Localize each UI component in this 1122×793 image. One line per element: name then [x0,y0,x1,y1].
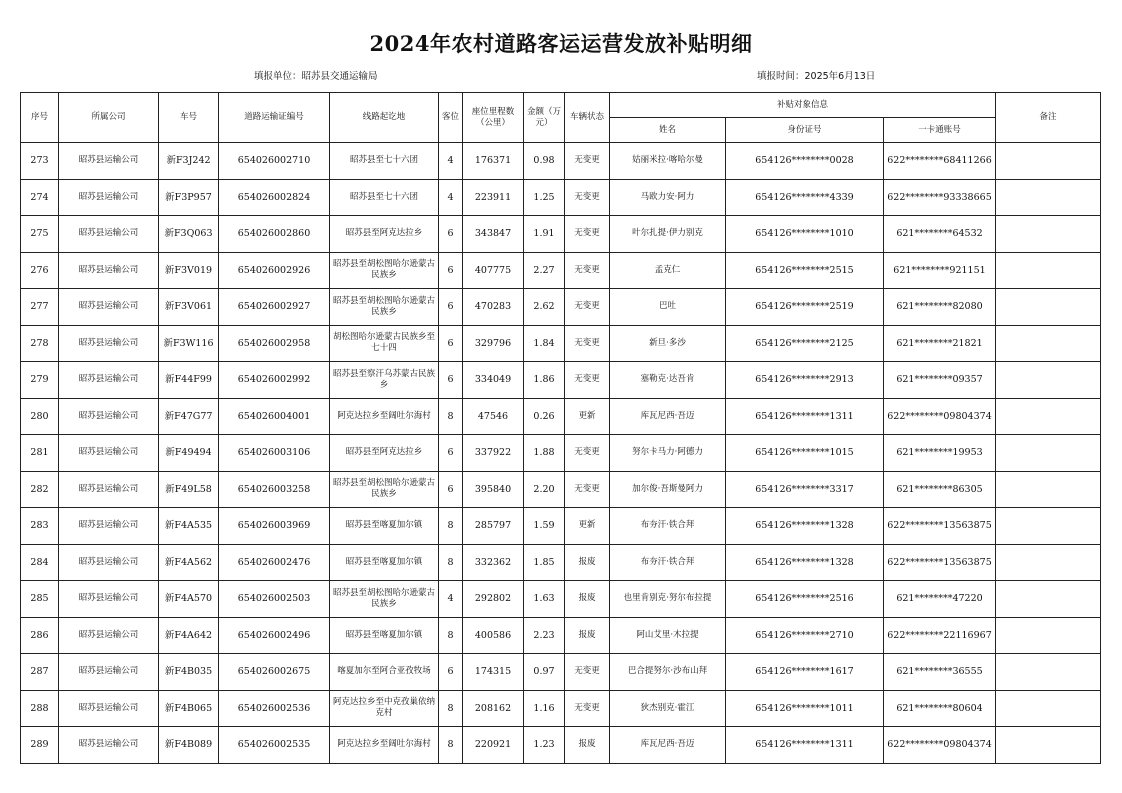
cell-remark [996,398,1101,435]
cell-company: 昭苏县运输公司 [59,617,159,654]
cell-name: 阿山艾里·木拉提 [610,617,726,654]
cell-seq: 277 [21,289,59,326]
cell-name: 塞勒克·达吾肯 [610,362,726,399]
cell-route: 喀夏加尔至阿合亚孜牧场 [330,654,439,691]
header-name: 姓名 [610,118,726,143]
cell-plate: 新F4A535 [159,508,219,545]
header-subsidy-group: 补贴对象信息 [610,93,996,118]
cell-name: 姑丽米拉·喀哈尔曼 [610,143,726,180]
cell-permit: 654026003258 [219,471,330,508]
cell-card: 621********09357 [884,362,996,399]
header-seats: 客位 [439,93,463,143]
subsidy-table [20,92,1101,764]
cell-company: 昭苏县运输公司 [59,690,159,727]
table-row [21,398,1101,435]
cell-amount: 1.16 [524,690,565,727]
cell-seats: 8 [439,690,463,727]
cell-seq: 284 [21,544,59,581]
cell-mileage: 220921 [463,727,524,764]
cell-plate: 新F3V061 [159,289,219,326]
cell-name: 加尔俊·吾斯曼阿力 [610,471,726,508]
cell-seq: 288 [21,690,59,727]
cell-mileage: 292802 [463,581,524,618]
cell-remark [996,362,1101,399]
cell-company: 昭苏县运输公司 [59,508,159,545]
cell-seats: 6 [439,654,463,691]
cell-company: 昭苏县运输公司 [59,581,159,618]
cell-mileage: 470283 [463,289,524,326]
cell-seats: 8 [439,508,463,545]
cell-route: 昭苏县至喀夏加尔镇 [330,544,439,581]
cell-remark [996,289,1101,326]
cell-seats: 6 [439,362,463,399]
cell-route: 昭苏县至胡松图哈尔逊蒙古民族乡 [330,471,439,508]
cell-permit: 654026002535 [219,727,330,764]
cell-permit: 654026002675 [219,654,330,691]
cell-id: 654126********1011 [726,690,884,727]
cell-amount: 2.23 [524,617,565,654]
header-seq: 序号 [21,93,59,143]
cell-status: 无变更 [565,143,610,180]
header-amount: 金额（万元） [524,93,565,143]
cell-mileage: 329796 [463,325,524,362]
cell-name: 狄杰别克·霍江 [610,690,726,727]
cell-id: 654126********1328 [726,544,884,581]
cell-mileage: 337922 [463,435,524,472]
cell-id: 654126********1311 [726,398,884,435]
cell-card: 622********09804374 [884,727,996,764]
cell-seq: 287 [21,654,59,691]
cell-card: 621********86305 [884,471,996,508]
cell-id: 654126********0028 [726,143,884,180]
cell-name: 巴吐 [610,289,726,326]
cell-company: 昭苏县运输公司 [59,289,159,326]
cell-seats: 8 [439,617,463,654]
cell-name: 布夯汗·铁合拜 [610,508,726,545]
cell-status: 无变更 [565,179,610,216]
cell-id: 654126********1311 [726,727,884,764]
cell-seq: 285 [21,581,59,618]
cell-status: 报废 [565,544,610,581]
cell-plate: 新F49L58 [159,471,219,508]
cell-route: 昭苏县至察汗乌苏蒙古民族乡 [330,362,439,399]
cell-id: 654126********1328 [726,508,884,545]
cell-name: 布夯汗·铁合拜 [610,544,726,581]
cell-route: 昭苏县至胡松图哈尔逊蒙古民族乡 [330,581,439,618]
cell-seats: 4 [439,581,463,618]
cell-seq: 283 [21,508,59,545]
cell-seats: 8 [439,727,463,764]
table-row [21,544,1101,581]
table-row [21,617,1101,654]
cell-seats: 8 [439,398,463,435]
cell-amount: 0.26 [524,398,565,435]
cell-status: 无变更 [565,325,610,362]
cell-remark [996,143,1101,180]
cell-id: 654126********2913 [726,362,884,399]
cell-permit: 654026002992 [219,362,330,399]
cell-seq: 276 [21,252,59,289]
cell-name: 叶尔扎提·伊力别克 [610,216,726,253]
cell-company: 昭苏县运输公司 [59,362,159,399]
page-title: 2024年农村道路客运运营发放补贴明细 [369,31,753,56]
cell-amount: 1.84 [524,325,565,362]
cell-plate: 新F4A642 [159,617,219,654]
header-permit: 道路运输证编号 [219,93,330,143]
cell-permit: 654026003969 [219,508,330,545]
cell-permit: 654026002860 [219,216,330,253]
cell-route: 昭苏县至七十六团 [330,143,439,180]
cell-card: 621********64532 [884,216,996,253]
table-row [21,581,1101,618]
cell-permit: 654026002503 [219,581,330,618]
cell-status: 无变更 [565,471,610,508]
cell-amount: 1.25 [524,179,565,216]
cell-name: 巴合提努尔·沙布山拜 [610,654,726,691]
cell-plate: 新F4A570 [159,581,219,618]
cell-company: 昭苏县运输公司 [59,325,159,362]
cell-route: 昭苏县至阿克达拉乡 [330,435,439,472]
table-row [21,508,1101,545]
cell-status: 更新 [565,508,610,545]
cell-seats: 8 [439,544,463,581]
table-row [21,289,1101,326]
cell-seats: 6 [439,289,463,326]
cell-amount: 2.20 [524,471,565,508]
cell-card: 621********80604 [884,690,996,727]
cell-plate: 新F49494 [159,435,219,472]
cell-mileage: 47546 [463,398,524,435]
cell-company: 昭苏县运输公司 [59,398,159,435]
cell-permit: 654026002476 [219,544,330,581]
cell-card: 621********36555 [884,654,996,691]
cell-mileage: 208162 [463,690,524,727]
cell-amount: 1.91 [524,216,565,253]
table-row [21,654,1101,691]
cell-seq: 281 [21,435,59,472]
cell-card: 621********21821 [884,325,996,362]
table-row [21,216,1101,253]
cell-remark [996,471,1101,508]
cell-remark [996,544,1101,581]
cell-company: 昭苏县运输公司 [59,143,159,180]
cell-plate: 新F4B035 [159,654,219,691]
cell-status: 无变更 [565,216,610,253]
header-card: 一卡通账号 [884,118,996,143]
cell-plate: 新F3J242 [159,143,219,180]
cell-name: 新旦·多沙 [610,325,726,362]
cell-card: 622********68411266 [884,143,996,180]
cell-id: 654126********2516 [726,581,884,618]
cell-seq: 279 [21,362,59,399]
cell-id: 654126********3317 [726,471,884,508]
cell-permit: 654026003106 [219,435,330,472]
cell-name: 库瓦尼西·吾迈 [610,727,726,764]
cell-plate: 新F47G77 [159,398,219,435]
cell-remark [996,179,1101,216]
cell-seq: 274 [21,179,59,216]
cell-id: 654126********2519 [726,289,884,326]
cell-remark [996,252,1101,289]
cell-mileage: 223911 [463,179,524,216]
cell-mileage: 176371 [463,143,524,180]
cell-plate: 新F3W116 [159,325,219,362]
cell-route: 昭苏县至七十六团 [330,179,439,216]
cell-mileage: 285797 [463,508,524,545]
cell-permit: 654026002536 [219,690,330,727]
cell-status: 报废 [565,581,610,618]
cell-card: 621********921151 [884,252,996,289]
cell-plate: 新F3P957 [159,179,219,216]
cell-route: 昭苏县至喀夏加尔镇 [330,508,439,545]
table-row [21,690,1101,727]
cell-amount: 1.59 [524,508,565,545]
cell-card: 622********09804374 [884,398,996,435]
cell-plate: 新F3V019 [159,252,219,289]
header-company: 所属公司 [59,93,159,143]
table-row [21,179,1101,216]
header-status: 车辆状态 [565,93,610,143]
cell-status: 无变更 [565,252,610,289]
table-row [21,435,1101,472]
cell-remark [996,581,1101,618]
cell-amount: 2.27 [524,252,565,289]
cell-status: 无变更 [565,435,610,472]
cell-plate: 新F4A562 [159,544,219,581]
cell-status: 无变更 [565,289,610,326]
cell-name: 库瓦尼西·吾迈 [610,398,726,435]
cell-seq: 280 [21,398,59,435]
cell-card: 622********13563875 [884,544,996,581]
header-id: 身份证号 [726,118,884,143]
cell-amount: 2.62 [524,289,565,326]
cell-id: 654126********2125 [726,325,884,362]
cell-amount: 1.63 [524,581,565,618]
cell-company: 昭苏县运输公司 [59,544,159,581]
cell-id: 654126********1617 [726,654,884,691]
cell-card: 622********93338665 [884,179,996,216]
cell-mileage: 174315 [463,654,524,691]
cell-id: 654126********1010 [726,216,884,253]
cell-seq: 289 [21,727,59,764]
header-mileage: 座位里程数（公里） [463,93,524,143]
cell-company: 昭苏县运输公司 [59,471,159,508]
cell-name: 马欧力安·阿力 [610,179,726,216]
cell-status: 报废 [565,617,610,654]
cell-remark [996,325,1101,362]
cell-amount: 1.85 [524,544,565,581]
cell-company: 昭苏县运输公司 [59,435,159,472]
cell-permit: 654026002926 [219,252,330,289]
cell-remark [996,216,1101,253]
cell-amount: 0.98 [524,143,565,180]
table-row [21,252,1101,289]
cell-company: 昭苏县运输公司 [59,252,159,289]
cell-seq: 273 [21,143,59,180]
cell-seats: 6 [439,471,463,508]
cell-seats: 4 [439,143,463,180]
cell-status: 无变更 [565,362,610,399]
cell-permit: 654026002958 [219,325,330,362]
cell-route: 昭苏县至喀夏加尔镇 [330,617,439,654]
cell-card: 621********19953 [884,435,996,472]
cell-amount: 1.88 [524,435,565,472]
cell-card: 622********13563875 [884,508,996,545]
cell-seats: 6 [439,252,463,289]
cell-route: 昭苏县至阿克达拉乡 [330,216,439,253]
cell-mileage: 395840 [463,471,524,508]
cell-card: 622********22116967 [884,617,996,654]
header-route: 线路起讫地 [330,93,439,143]
cell-plate: 新F3Q063 [159,216,219,253]
cell-seats: 6 [439,216,463,253]
cell-id: 654126********2515 [726,252,884,289]
cell-seq: 282 [21,471,59,508]
cell-plate: 新F44F99 [159,362,219,399]
cell-status: 更新 [565,398,610,435]
cell-mileage: 400586 [463,617,524,654]
cell-route: 阿克达拉乡至中克孜巢依纳克村 [330,690,439,727]
cell-amount: 1.23 [524,727,565,764]
cell-remark [996,617,1101,654]
cell-seats: 4 [439,179,463,216]
reporting-unit: 填报单位：昭苏县交通运输局 [254,71,378,82]
cell-permit: 654026002824 [219,179,330,216]
cell-name: 孟克仁 [610,252,726,289]
cell-seq: 278 [21,325,59,362]
cell-id: 654126********2710 [726,617,884,654]
cell-status: 无变更 [565,690,610,727]
cell-company: 昭苏县运输公司 [59,216,159,253]
cell-seq: 275 [21,216,59,253]
cell-permit: 654026002496 [219,617,330,654]
cell-remark [996,435,1101,472]
cell-amount: 1.86 [524,362,565,399]
cell-status: 报废 [565,727,610,764]
header-plate: 车号 [159,93,219,143]
cell-company: 昭苏县运输公司 [59,179,159,216]
cell-card: 621********82080 [884,289,996,326]
cell-route: 昭苏县至胡松图哈尔逊蒙古民族乡 [330,289,439,326]
cell-mileage: 334049 [463,362,524,399]
cell-remark [996,654,1101,691]
cell-mileage: 343847 [463,216,524,253]
cell-route: 阿克达拉乡至阔吐尔海村 [330,727,439,764]
cell-mileage: 407775 [463,252,524,289]
table-row [21,325,1101,362]
table-row [21,727,1101,764]
cell-id: 654126********4339 [726,179,884,216]
cell-seats: 6 [439,325,463,362]
cell-seq: 286 [21,617,59,654]
table-row [21,362,1101,399]
cell-mileage: 332362 [463,544,524,581]
cell-status: 无变更 [565,654,610,691]
cell-amount: 0.97 [524,654,565,691]
cell-remark [996,727,1101,764]
cell-name: 努尔卡马力·阿德力 [610,435,726,472]
cell-permit: 654026004001 [219,398,330,435]
cell-permit: 654026002710 [219,143,330,180]
cell-plate: 新F4B089 [159,727,219,764]
cell-route: 昭苏县至胡松图哈尔逊蒙古民族乡 [330,252,439,289]
table-row [21,471,1101,508]
cell-id: 654126********1015 [726,435,884,472]
reporting-time: 填报时间：2025年6月13日 [757,71,876,82]
cell-remark [996,508,1101,545]
cell-card: 621********47220 [884,581,996,618]
cell-plate: 新F4B065 [159,690,219,727]
cell-permit: 654026002927 [219,289,330,326]
cell-route: 胡松图哈尔逊蒙古民族乡至七十四 [330,325,439,362]
cell-seats: 6 [439,435,463,472]
table-row [21,143,1101,180]
table-body [21,143,1101,764]
cell-route: 阿克达拉乡至阔吐尔海村 [330,398,439,435]
cell-company: 昭苏县运输公司 [59,727,159,764]
cell-name: 也里肯别克·努尔布拉提 [610,581,726,618]
header-remark: 备注 [996,93,1101,143]
cell-remark [996,690,1101,727]
cell-company: 昭苏县运输公司 [59,654,159,691]
